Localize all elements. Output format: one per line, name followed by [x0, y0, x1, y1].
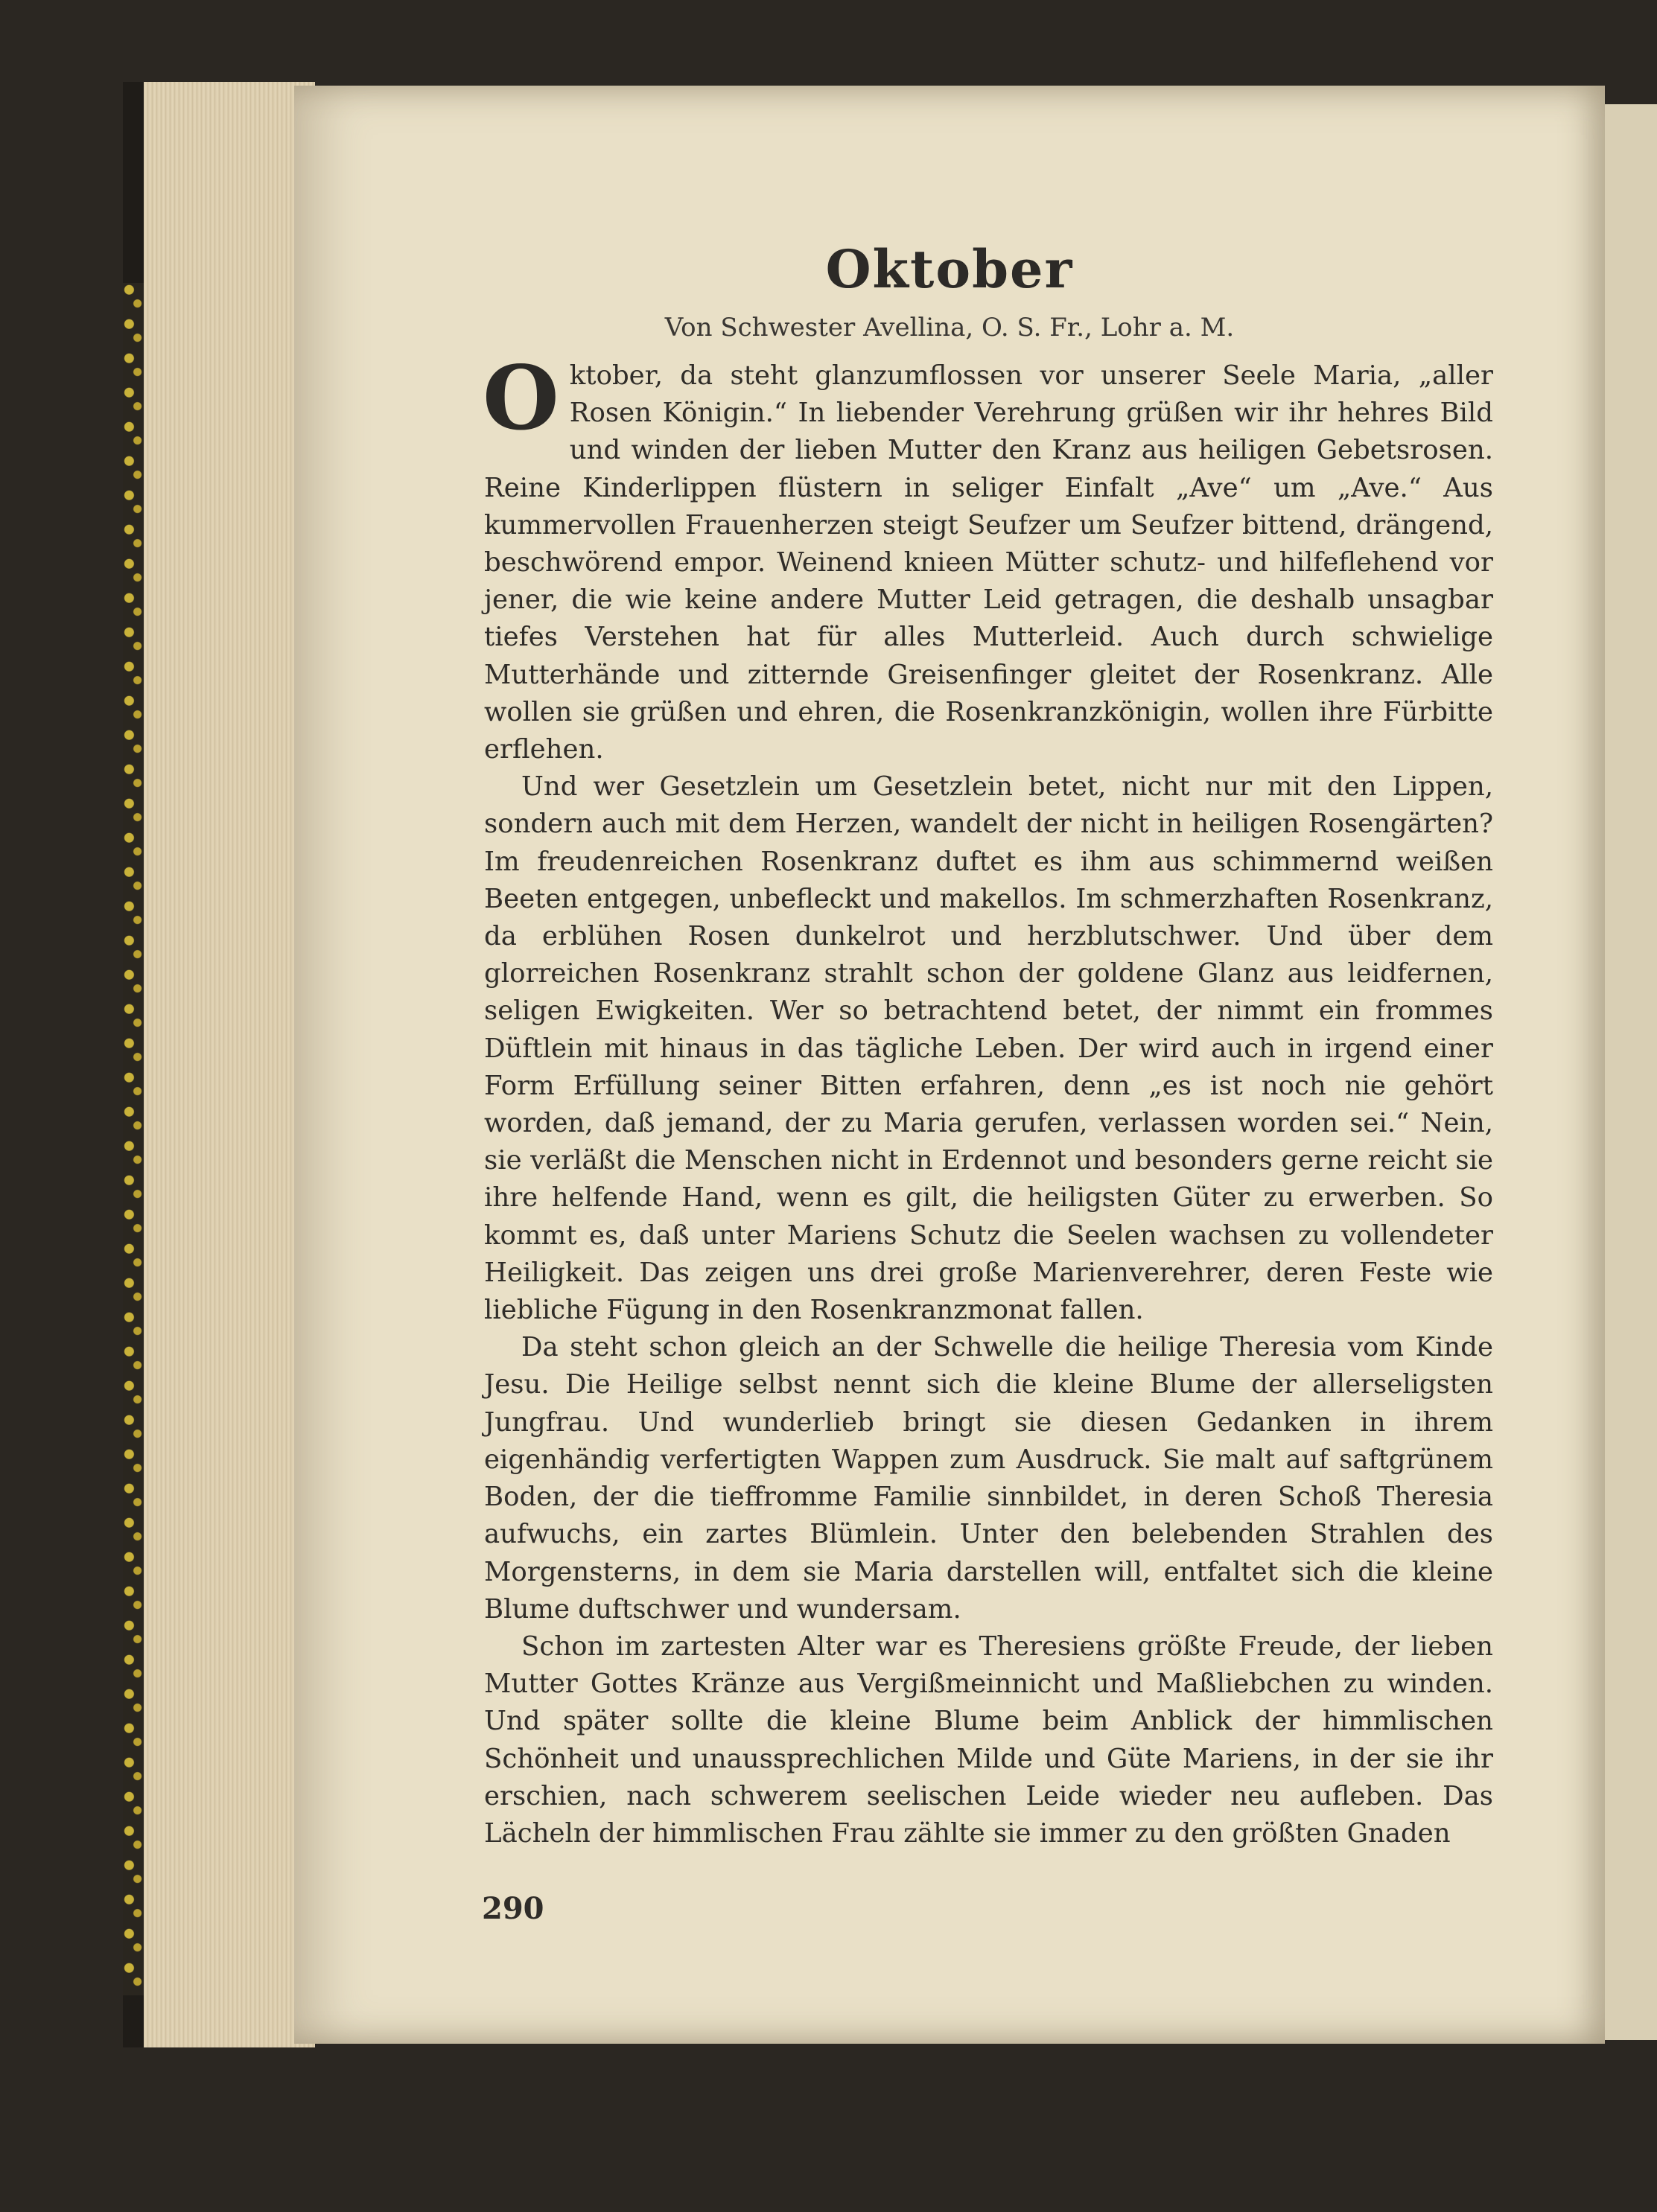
body-text — [483, 346, 1493, 1852]
paragraph-3: Da steht schon gleich an der Schwelle die heilige Theresia vom Kinde Jesu. Die Heilige selbst nennt sich die kleine Blume der allerseligsten Jungfrau. Und wunderlieb bringt sie diesen Gedanken in ihrem eigenhändig verfertigten Wappen zum Ausdruck. Sie malt auf saftgrünem Boden, der die tieffromme Familie sinnbildet, in deren Schoß Theresia aufwuchs, ein zartes Blümlein. Unter den belebenden Strahlen des Morgensterns, in dem sie Maria darstellen will, entfaltet sich die kleine Blume duftschwer und wundersam. — [484, 1332, 1493, 1625]
paragraph-1-text: ktober, da steht glanzumflossen vor unserer Seele Maria, „aller Rosen Königin.“ In liebender Verehrung grüßen wir ihr hehres Bild und winden der lieben Mutter den Kranz aus heiligen Gebetsrosen. Reine Kinderlippen flüstern in seliger Einfalt „Ave“ um „Ave.“ Aus kummervollen Frauenherzen steigt Seufzer um Seufzer bittend, drängend, beschwörend empor. Weinend knieen Mütter schutz- und hilfeflehend vor jener, die wie keine andere Mutter Leid getragen, die deshalb unsagbar tiefes Verstehen hat für alles Mutterleid. Auch durch schwielige Mutterhände und zitternde Greisenfinger gleitet der Rosenkranz. Alle wollen sie grüßen und ehren, die Rosenkranzkönigin, wollen ihre Fürbitte erflehen. — [484, 360, 1493, 765]
page-title: Oktober — [825, 238, 1074, 300]
page-number: 290 — [482, 1891, 544, 1926]
paragraph-4: Schon im zartesten Alter war es Theresiens größte Freude, der lieben Mutter Gottes Kränze aus Vergißmeinnicht und Maßliebchen zu winden. Und später sollte die kleine Blume beim Anblick der himmlischen Schönheit und unaussprechlichen Milde und Güte Mariens, in der sie ihr erschien, nach schwerem seelischen Leide wieder neu aufleben. Das Lächeln der himmlischen Frau zählte sie immer zu den größten Gnaden — [484, 1631, 1493, 1849]
book-cover-spine — [123, 283, 144, 1995]
book-page — [294, 86, 1605, 2044]
book-page-edges — [123, 82, 315, 2047]
author-byline: Von Schwester Avellina, O. S. Fr., Lohr a. M. — [664, 313, 1235, 342]
paragraph-1 — [483, 346, 1493, 768]
facing-page-edge — [1605, 104, 1657, 2040]
paragraph-2: Und wer Gesetzlein um Gesetzlein betet, nicht nur mit den Lippen, sondern auch mit dem Herzen, wandelt der nicht in heiligen Rosengärten? Im freudenreichen Rosenkranz duftet es ihm aus schimmernd weißen Beeten entgegen, unbefleckt und makellos. Im schmerzhaften Rosenkranz, da erblühen Rosen dunkelrot und herzblutschwer. Und über dem glorreichen Rosenkranz strahlt schon der goldene Glanz aus leidfernen, seligen Ewigkeiten. Wer so betrachtend betet, der nimmt ein frommes Düftlein mit hinaus in das tägliche Leben. Der wird auch in irgend einer Form Erfüllung seiner Bitten erfahren, denn „es ist noch nie gehört worden, daß jemand, der zu Maria gerufen, verlassen worden sei.“ Nein, sie verläßt die Menschen nicht in Erdennot und besonders gerne reicht sie ihre helfende Hand, wenn es gilt, die heiligsten Güter zu erwerben. So kommt es, daß unter Mariens Schutz die Seelen wachsen zu vollendeter Heiligkeit. Das zeigen uns drei große Marienverehrer, deren Feste wie liebliche Fügung in den Rosenkranzmonat fallen. — [484, 771, 1493, 1326]
drop-cap: O — [483, 346, 559, 450]
